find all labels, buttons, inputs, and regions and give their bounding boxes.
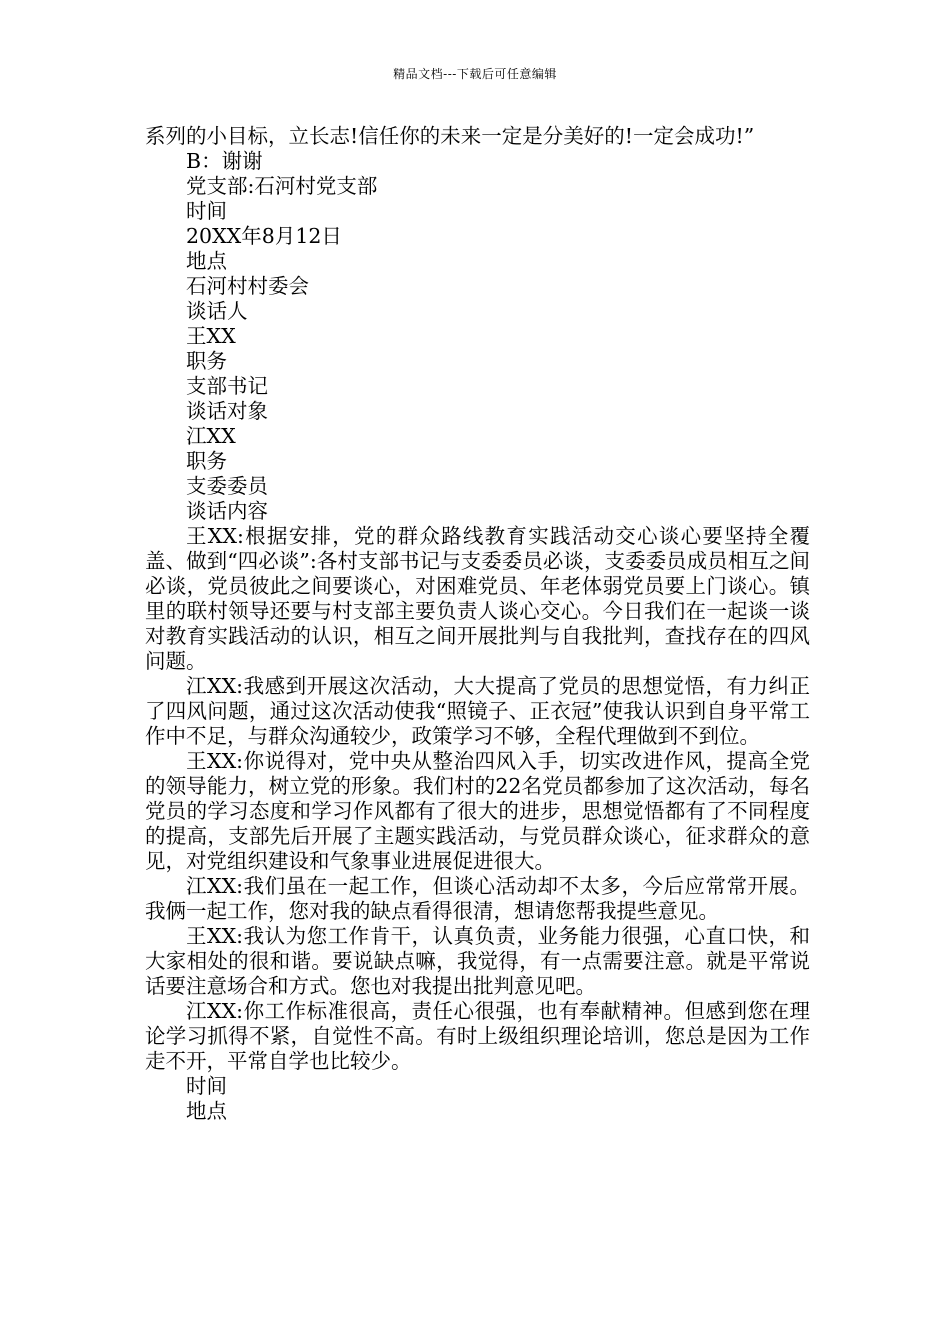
reply-line: B：谢谢 — [186, 149, 263, 173]
field-label-time-2: 时间 — [186, 1074, 227, 1098]
dialogue-paragraph: 江XX:我感到开展这次活动，大大提高了党员的思想觉悟，有力纠正了四风问题，通过这次活动使我“照镜子、正衣冠”使我认识到自身平常工作中不足，与群众沟通较少，政策学习不够，全程代理做到不到位。 — [145, 674, 810, 748]
field-label-location-2: 地点 — [186, 1099, 227, 1123]
dialogue-paragraph: 王XX:我认为您工作肯干，认真负责，业务能力很强，心直口快，和大家相处的很和谐。要说缺点嘛，我觉得，有一点需要注意。就是平常说话要注意场合和方式。您也对我提出批判意见吧。 — [145, 924, 810, 998]
field-label-position: 职务 — [186, 349, 227, 373]
document-body — [145, 124, 810, 1124]
page-header: 精品文档---下载后可任意编辑 — [393, 67, 557, 81]
field-value-position: 支部书记 — [186, 374, 268, 398]
field-value-speaker: 王XX — [186, 324, 236, 348]
dialogue-paragraph: 王XX:根据安排，党的群众路线教育实践活动交心谈心要坚持全覆盖、做到“四必谈”:各村支部书记与支委委员必谈，支委委员成员相互之间必谈，党员彼此之间要谈心，对困难党员、年老体弱党员要上门谈心。镇里的联村领导还要与村支部主要负责人谈心交心。今日我们在一起谈一谈对教育实践活动的认识，相互之间开展批判与自我批判，查找存在的四风问题。 — [145, 524, 810, 673]
field-value-date: 20XX年8月12日 — [186, 224, 342, 248]
field-label-time: 时间 — [186, 199, 227, 223]
dialogue-paragraph: 江XX:你工作标准很高，责任心很强，也有奉献精神。但感到您在理论学习抓得不紧，自觉性不高。有时上级组织理论培训，您总是因为工作走不开，平常自学也比较少。 — [145, 999, 810, 1073]
field-label-location: 地点 — [186, 249, 227, 273]
field-label-speaker: 谈话人 — [186, 299, 248, 323]
paragraph-continuation: 系列的小目标，立长志!信任你的未来一定是分美好的!一定会成功!” — [145, 124, 755, 148]
field-label-interviewee: 谈话对象 — [186, 399, 268, 423]
dialogue-paragraph: 王XX:你说得对，党中央从整治四风入手，切实改进作风，提高全党的领导能力，树立党的形象。我们村的22名党员都参加了这次活动，每名党员的学习态度和学习作风都有了很大的进步，思想觉悟都有了不同程度的提高，支部先后开展了主题实践活动，与党员群众谈心，征求群众的意见，对党组织建设和气象事业进展促进很大。 — [145, 749, 810, 873]
party-branch-line: 党支部:石河村党支部 — [186, 174, 378, 198]
field-value-location: 石河村村委会 — [186, 274, 309, 298]
field-label-position-2: 职务 — [186, 449, 227, 473]
field-value-position-2: 支委委员 — [186, 474, 268, 498]
dialogue-paragraph: 江XX:我们虽在一起工作，但谈心活动却不太多，今后应常常开展。我俩一起工作，您对我的缺点看得很清，想请您帮我提些意见。 — [145, 874, 810, 923]
field-label-content: 谈话内容 — [186, 499, 268, 523]
field-value-interviewee: 江XX — [186, 424, 236, 448]
